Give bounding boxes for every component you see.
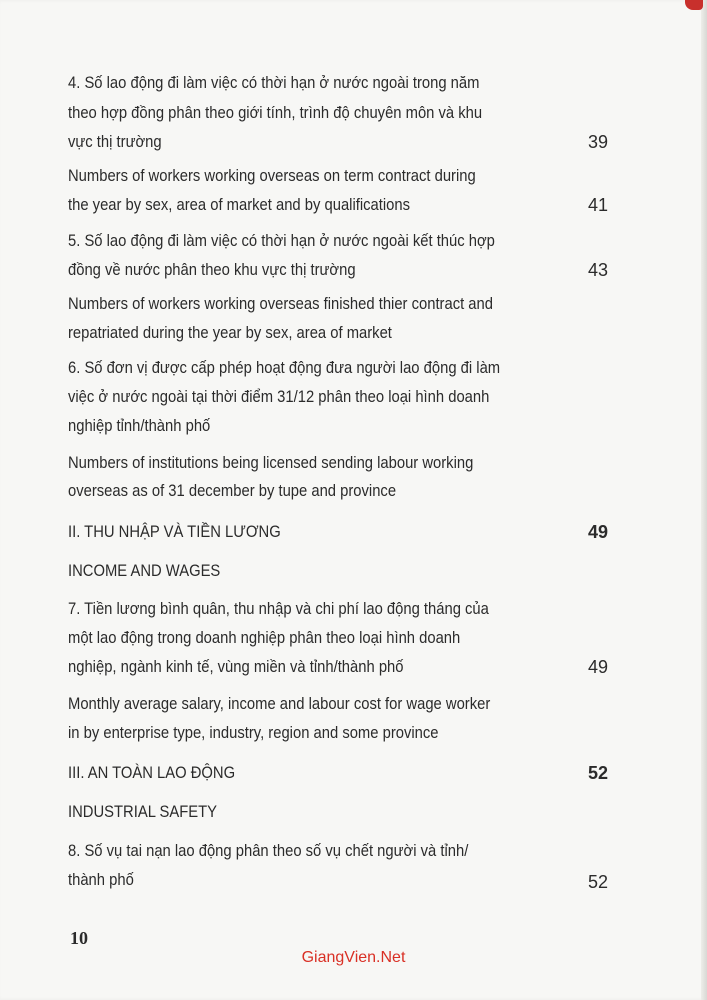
entry-line: việc ở nước ngoài tại thời điểm 31/12 phân theo loại hình doanh bbox=[68, 387, 490, 406]
entry-line: đồng về nước phân theo khu vực thị trường bbox=[68, 260, 356, 279]
entry-line: vực thị trường bbox=[68, 132, 162, 151]
entry-line: Numbers of workers working overseas on term contract during bbox=[68, 166, 476, 185]
entry-line: 6. Số đơn vị được cấp phép hoạt động đưa người lao động đi làm bbox=[68, 358, 501, 377]
entry-line: repatriated during the year by sex, area of market bbox=[68, 323, 392, 342]
page-edge bbox=[701, 0, 707, 1000]
corner-mark bbox=[685, 0, 703, 10]
entry-line: Numbers of institutions being licensed sending labour working bbox=[68, 453, 474, 472]
heading-text: III. AN TOÀN LAO ĐỘNG bbox=[68, 763, 236, 782]
entry-line: overseas as of 31 december by tupe and province bbox=[68, 481, 397, 500]
entry-line: 4. Số lao động đi làm việc có thời hạn ở nước ngoài trong năm bbox=[68, 73, 480, 92]
entry-line: nghiệp, ngành kinh tế, vùng miền và tỉnh/thành phố bbox=[68, 657, 404, 676]
entry-line: nghiệp tỉnh/thành phố bbox=[68, 416, 211, 435]
heading-text: INCOME AND WAGES bbox=[68, 561, 221, 580]
entry-line: 5. Số lao động đi làm việc có thời hạn ở nước ngoài kết thúc hợp bbox=[68, 231, 495, 250]
entry-line: 7. Tiền lương bình quân, thu nhập và chi phí lao động tháng của bbox=[68, 599, 489, 618]
entry-line: một lao động trong doanh nghiệp phân theo loại hình doanh bbox=[68, 628, 461, 647]
entry-line: the year by sex, area of market and by qualifications bbox=[68, 195, 411, 214]
entry-line: in by enterprise type, industry, region and some province bbox=[68, 723, 439, 742]
entry-line: 8. Số vụ tai nạn lao động phân theo số vụ chết người và tỉnh/ bbox=[68, 841, 469, 860]
watermark-text: GiangVien.Net bbox=[301, 949, 406, 966]
page-folio: 10 bbox=[70, 928, 88, 948]
entry-line: thành phố bbox=[68, 870, 134, 889]
page-number: 49 bbox=[587, 657, 608, 677]
entry-line: theo hợp đồng phân theo giới tính, trình độ chuyên môn và khu bbox=[68, 103, 483, 122]
page-number: 52 bbox=[587, 872, 608, 892]
page-number: 52 bbox=[587, 763, 608, 783]
heading-text: II. THU NHẬP VÀ TIỀN LƯƠNG bbox=[68, 522, 281, 541]
entry-line: Numbers of workers working overseas finished thier contract and bbox=[68, 294, 493, 313]
page-number: 49 bbox=[587, 522, 608, 542]
page-number: 43 bbox=[587, 260, 608, 280]
heading-text: INDUSTRIAL SAFETY bbox=[68, 802, 218, 821]
page-number: 41 bbox=[587, 195, 608, 215]
entry-line: Monthly average salary, income and labour cost for wage worker bbox=[68, 694, 491, 713]
page-number: 39 bbox=[587, 132, 608, 152]
